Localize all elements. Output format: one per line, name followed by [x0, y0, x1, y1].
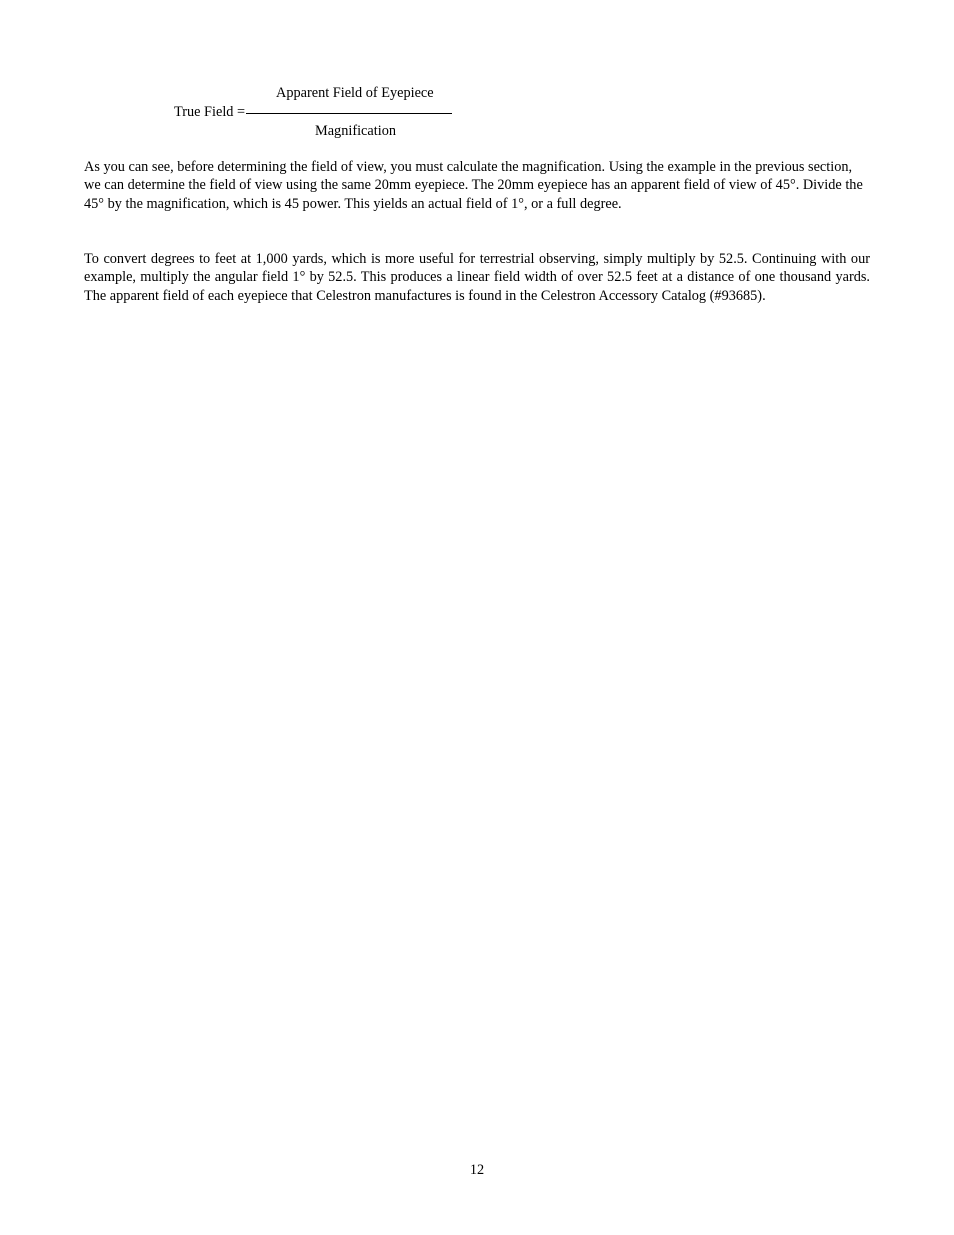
formula-equation: [174, 103, 452, 121]
formula-denominator: Magnification: [315, 123, 396, 139]
paragraph-field-of-view: As you can see, before determining the field of view, you must calculate the magnification. Using the example in the previous section, we can determine the field of view using the same 20mm eyepiece. The 20mm eyepiece has an apparent field of view of 45°. Divide the 45° by the magnification, which is 45 power. This yields an actual field of 1°, or a full degree.: [84, 159, 863, 212]
paragraph-convert-degrees: To convert degrees to feet at 1,000 yards, which is more useful for terrestrial observing, simply multiply by 52.5. Continuing with our example, multiply the angular field 1° by 52.5. This produces a linear field width of over 52.5 feet at a distance of one thousand yards. The apparent field of each eyepiece that Celestron manufactures is found in the Celestron Accessory Catalog (#93685).: [84, 251, 870, 304]
fraction-bar: [246, 113, 452, 114]
page-number: 12: [469, 1162, 485, 1178]
formula-numerator: Apparent Field of Eyepiece: [276, 85, 434, 101]
formula-lhs: True Field =: [174, 104, 246, 120]
